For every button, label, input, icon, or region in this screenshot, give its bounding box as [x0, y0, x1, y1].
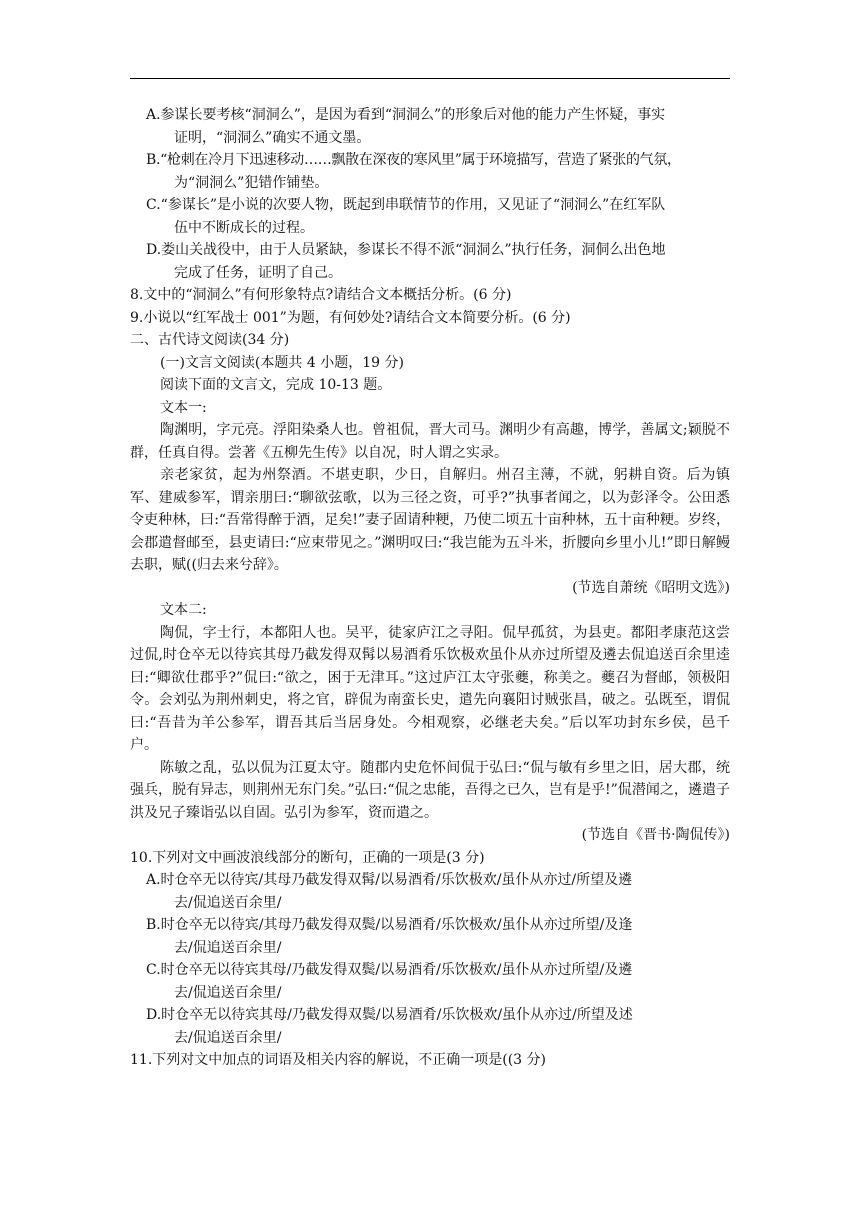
question-9: 9.小说以“红军战士 001”为题，有何妙处?请结合文本简要分析。(6 分) — [130, 309, 571, 326]
question-10 — [130, 847, 730, 1050]
option-a-line2: 证明，“洞洞么”确实不通文墨。 — [174, 129, 371, 146]
option-a-line1: A.参谋长要考核“洞洞么”，是因为看到“洞洞么”的形象后对他的能力产生怀疑，事实 — [146, 107, 666, 123]
option-d-line1: D.娄山关战役中，由于人员紧缺，参谋长不得不派“洞洞么”执行任务，洞侗么出色地 — [146, 242, 666, 258]
question-10-stem: 10.下列对文中画波浪线部分的断句，正确的一项是(3 分) — [130, 849, 485, 866]
text-2-paragraph-2: 陈敏之乱，弘以侃为江夏太守。随郡内史危怀间侃于弘曰:“侃与敏有乡里之旧，居大郡，统强兵，脱有异志，则荆州无东门矣。”弘曰:“侃之忠能，吾得之已久，岂有是乎!”侃潜闻之，遴遣子洪及兄子臻诣弘以自固。弘引为参军，资而遣之。 — [130, 759, 730, 821]
q10-option-c-line1: C.时仓卒无以待宾其母/乃截发得双鬓/以易酒肴/乐饮极欢/虽仆从亦过所望/及遴 — [146, 962, 633, 978]
q10-option-a-line2: 去/侃追送百余里/ — [174, 894, 282, 911]
option-c-line2: 伍中不断成长的过程。 — [174, 219, 314, 236]
page-content — [130, 104, 730, 1072]
q10-option-c-line2: 去/侃追送百余里/ — [174, 984, 282, 1001]
question-11-stem: 11.下列对文中加点的词语及相关内容的解说，不正确一项是((3 分) — [130, 1052, 547, 1068]
option-b-line1: B.“枪刺在冷月下迅速移动……飘散在深夜的寒风里”属于环境描写，营造了紧张的气氛， — [146, 152, 681, 168]
section-2-subtitle: (一)文言文阅读(本题共 4 小题，19 分) — [160, 354, 404, 371]
text-2-paragraph-1: 陶侃，字士行，本都阳人也。吴平，徒家庐江之寻阳。侃早孤贫，为县吏。都阳孝康范这尝过侃,时仓卒无以待宾其母乃截发得双髯以易酒肴乐饮极欢虽仆从亦过所望及遴去侃追送百余里逵曰:“卿欲仕郡乎?”侃曰:“欲之，困于无津耳。”这过庐江太守张夔，称美之。夔召为督邮，领极阳令。会刘弘为荆州刺史，将之官，辟侃为南蛮长史，遣先向襄阳讨贼张昌，破之。弘既至，谓侃曰:“吾昔为羊公参军，谓吾其后当居身处。今相观察，必继老夫矣。”后以军功封东乡侯，邑千户。 — [130, 624, 730, 753]
section-2-title: 二、古代诗文阅读(34 分) — [130, 332, 290, 348]
question-8: 8.文中的“洞洞么”有何形象特点?请结合文本概括分析。(6 分) — [130, 287, 512, 303]
q10-option-b-line2: 去/侃追送百余里/ — [174, 939, 282, 956]
text-2-label: 文本二: — [160, 602, 207, 618]
text-1-label: 文本一: — [160, 399, 207, 416]
question-7-options — [130, 104, 730, 284]
text-1-paragraph-2: 亲老家贫，起为州祭酒。不堪吏职，少日，自解归。州召主薄，不就，躬耕自资。后为镇军、建威参军，谓亲朋曰:“聊欲弦歌，以为三径之资，可乎?”执事者闻之，以为彭泽令。公田悉令吏种林，曰:“吾常得醉于酒，足矣!”妻子固请种粳，乃使二顷五十亩种林，五十亩种粳。岁终，会郡遣督邮至，县吏请曰:“应束带见之。”渊明叹曰:“我岂能为五斗米，折腰向乡里小儿!”即日解鳗去职，赋((归去来兮辞》。 — [130, 467, 730, 573]
option-d-line2: 完成了任务，证明了自己。 — [174, 264, 342, 281]
q10-option-d-line2: 去/侃追送百余里/ — [174, 1029, 282, 1046]
text-1-source: (节选自萧统《昭明文选》) — [572, 579, 730, 596]
header-rule — [130, 78, 730, 79]
q10-option-d-line1: D.时仓卒无以待宾其母/乃截发得双鬓/以易酒肴/乐饮极欢/虽仆从亦过/所望及述 — [146, 1007, 633, 1023]
q10-option-b-line1: B.时仓卒无以待宾/其母乃截发得双鬓/以易酒肴/乐饮极欢/虽仆从亦过所望/及逢 — [146, 917, 633, 933]
option-c-line1: C.“参谋长”是小说的次要人物，既起到串联情节的作用，又见证了“洞洞么”在红军队 — [146, 197, 666, 213]
option-b-line2: 为“洞洞么”犯错作铺垫。 — [174, 174, 329, 191]
q10-option-a-line1: A.时仓卒无以待宾/其母乃截发得双髯/以易酒肴/乐饮极欢/虽仆从亦过/所望及遴 — [146, 872, 633, 888]
section-2-instruction: 阅读下面的文言文，完成 10-13 题。 — [160, 377, 392, 393]
text-1-paragraph-1: 陶渊明，字元亮。浮阳染桑人也。曾祖侃，晋大司马。渊明少有高趣，博学，善属文;颖脱不群，任真自得。尝著《五柳先生传》以自况，时人谓之实录。 — [130, 422, 730, 461]
text-2-source: (节选自《晋书·陶侃传》) — [581, 827, 730, 843]
